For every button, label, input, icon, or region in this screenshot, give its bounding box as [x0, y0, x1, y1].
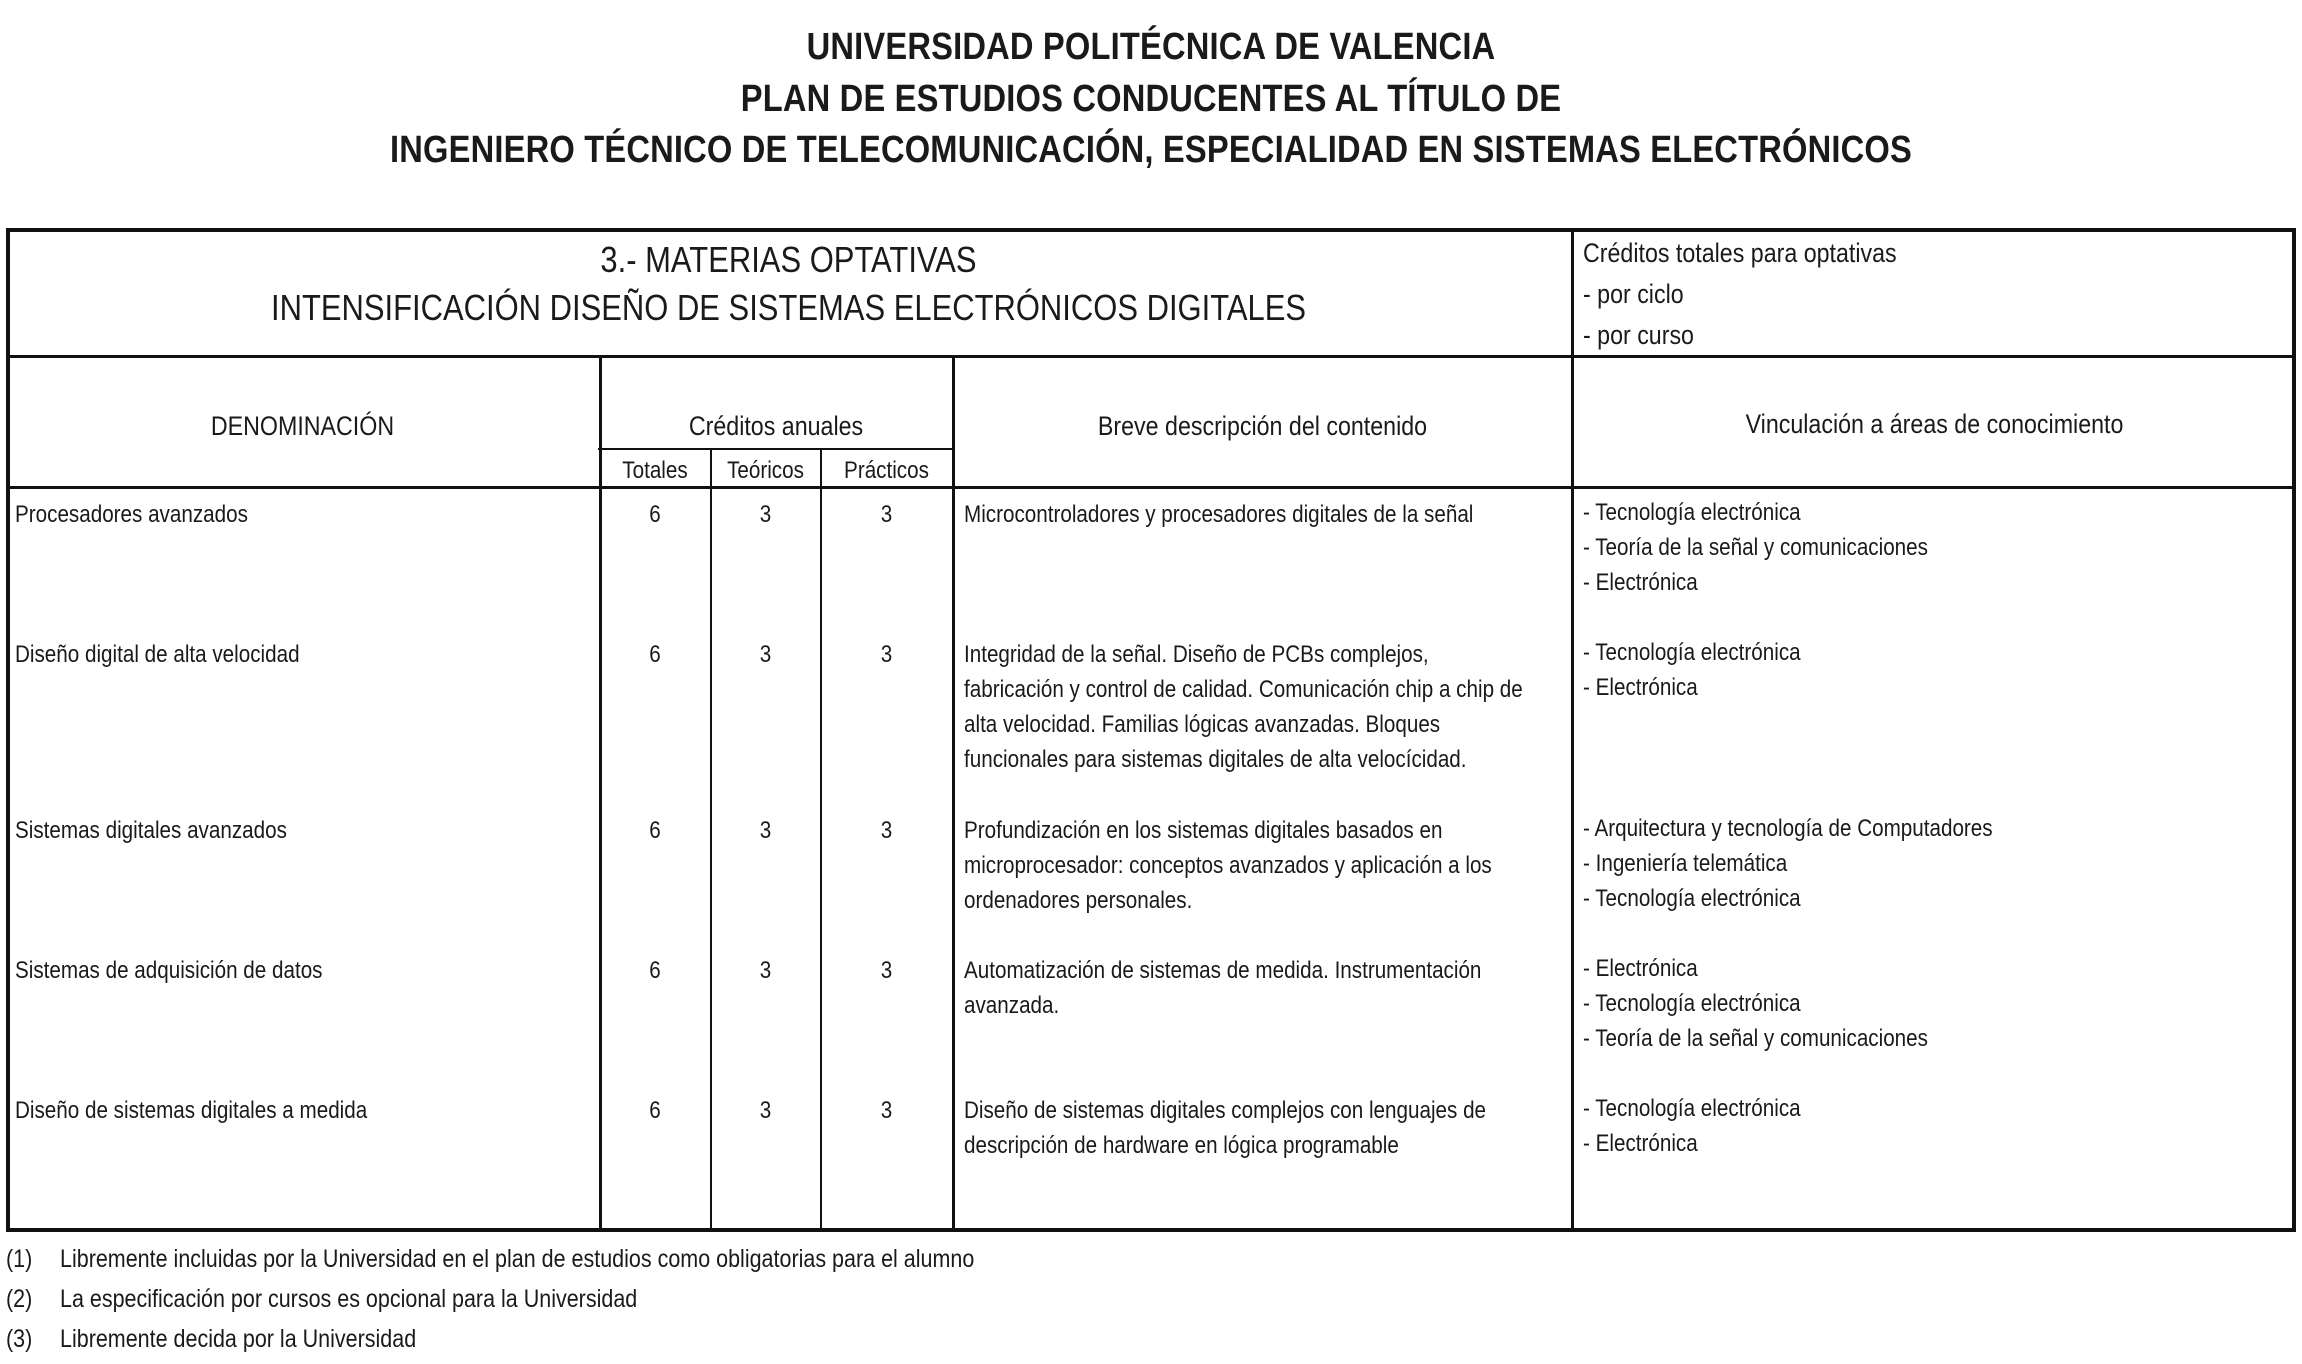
credits-practicos: 3	[880, 501, 893, 528]
course-name: Diseño digital de alta velocidad	[15, 641, 300, 668]
credits-teoricos: 3	[759, 641, 772, 668]
knowledge-area: - Electrónica	[1583, 569, 1698, 596]
credits-teoricos: 3	[759, 817, 772, 844]
column-header-descripcion: Breve descripción del contenido	[1097, 411, 1428, 441]
column-header-denominacion: DENOMINACIÓN	[210, 411, 395, 441]
footnote-number: (2)	[6, 1285, 33, 1313]
divider	[1571, 228, 1574, 1232]
university-title: UNIVERSIDAD POLITÉCNICA DE VALENCIA	[806, 26, 1496, 68]
knowledge-area: - Tecnología electrónica	[1583, 1095, 1801, 1122]
column-header-teoricos: Teóricos	[727, 457, 804, 484]
course-description: Profundización en los sistemas digitales basados en	[964, 817, 1443, 844]
course-description: Integridad de la señal. Diseño de PCBs complejos,	[964, 641, 1429, 668]
divider	[952, 356, 955, 1232]
divider	[710, 449, 712, 1232]
credits-teoricos: 3	[759, 957, 772, 984]
credits-totales: 6	[649, 501, 661, 528]
knowledge-area: - Electrónica	[1583, 674, 1698, 701]
credits-practicos: 3	[880, 817, 893, 844]
divider	[6, 355, 2296, 358]
credits-practicos: 3	[880, 957, 893, 984]
footnote-text: La especificación por cursos es opcional para la Universidad	[60, 1285, 638, 1313]
credits-totales: 6	[649, 957, 661, 984]
knowledge-area: - Electrónica	[1583, 1130, 1698, 1157]
credits-totales: 6	[649, 641, 661, 668]
course-name: Procesadores avanzados	[15, 501, 248, 528]
column-header-creditos: Créditos anuales	[688, 411, 864, 441]
credits-heading: Créditos totales para optativas	[1583, 238, 1897, 268]
credits-per-cycle: - por ciclo	[1583, 279, 1684, 309]
column-header-totales: Totales	[622, 457, 688, 484]
knowledge-area: - Tecnología electrónica	[1583, 885, 1801, 912]
course-description: Diseño de sistemas digitales complejos con lenguajes de	[964, 1097, 1487, 1124]
degree-title: INGENIERO TÉCNICO DE TELECOMUNICACIÓN, ESPECIALIDAD EN SISTEMAS ELECTRÓNICOS	[390, 129, 1912, 171]
course-description: Automatización de sistemas de medida. Instrumentación	[964, 957, 1482, 984]
knowledge-area: - Tecnología electrónica	[1583, 499, 1801, 526]
section-subtitle: INTENSIFICACIÓN DISEÑO DE SISTEMAS ELECTRÓNICOS DIGITALES	[270, 287, 1307, 328]
footnote-text: Libremente incluidas por la Universidad en el plan de estudios como obligatorias para el alumno	[60, 1245, 975, 1273]
divider	[6, 486, 2296, 489]
credits-per-course: - por curso	[1583, 320, 1694, 350]
footnote-number: (1)	[6, 1245, 33, 1273]
course-description: fabricación y control de calidad. Comunicación chip a chip de	[964, 676, 1523, 703]
knowledge-area: - Teoría de la señal y comunicaciones	[1583, 1025, 1928, 1052]
plan-title: PLAN DE ESTUDIOS CONDUCENTES AL TÍTULO DE	[740, 78, 1562, 120]
knowledge-area: - Arquitectura y tecnología de Computadores	[1583, 815, 1993, 842]
column-header-practicos: Prácticos	[844, 457, 929, 484]
knowledge-area: - Teoría de la señal y comunicaciones	[1583, 534, 1928, 561]
credits-practicos: 3	[880, 641, 893, 668]
course-description: funcionales para sistemas digitales de alta velocícidad.	[964, 746, 1467, 773]
knowledge-area: - Electrónica	[1583, 955, 1698, 982]
knowledge-area: - Tecnología electrónica	[1583, 639, 1801, 666]
column-header-vinculacion: Vinculación a áreas de conocimiento	[1745, 409, 2124, 439]
course-description: microprocesador: conceptos avanzados y aplicación a los	[964, 852, 1492, 879]
credits-teoricos: 3	[759, 1097, 772, 1124]
course-name: Sistemas de adquisición de datos	[15, 957, 323, 984]
course-description: ordenadores personales.	[964, 887, 1193, 914]
knowledge-area: - Tecnología electrónica	[1583, 990, 1801, 1017]
divider	[598, 448, 954, 450]
divider	[820, 449, 822, 1232]
divider	[599, 356, 602, 1232]
credits-teoricos: 3	[759, 501, 772, 528]
course-description: avanzada.	[964, 992, 1060, 1019]
credits-totales: 6	[649, 817, 661, 844]
credits-totales: 6	[649, 1097, 661, 1124]
course-name: Diseño de sistemas digitales a medida	[15, 1097, 368, 1124]
course-name: Sistemas digitales avanzados	[15, 817, 287, 844]
course-description: Microcontroladores y procesadores digitales de la señal	[964, 501, 1474, 528]
credits-practicos: 3	[880, 1097, 893, 1124]
section-title: 3.- MATERIAS OPTATIVAS	[600, 239, 977, 280]
course-description: descripción de hardware en lógica programable	[964, 1132, 1399, 1159]
knowledge-area: - Ingeniería telemática	[1583, 850, 1788, 877]
course-description: alta velocidad. Familias lógicas avanzadas. Bloques	[964, 711, 1441, 738]
footnote-text: Libremente decida por la Universidad	[60, 1325, 417, 1353]
footnote-number: (3)	[6, 1325, 33, 1353]
